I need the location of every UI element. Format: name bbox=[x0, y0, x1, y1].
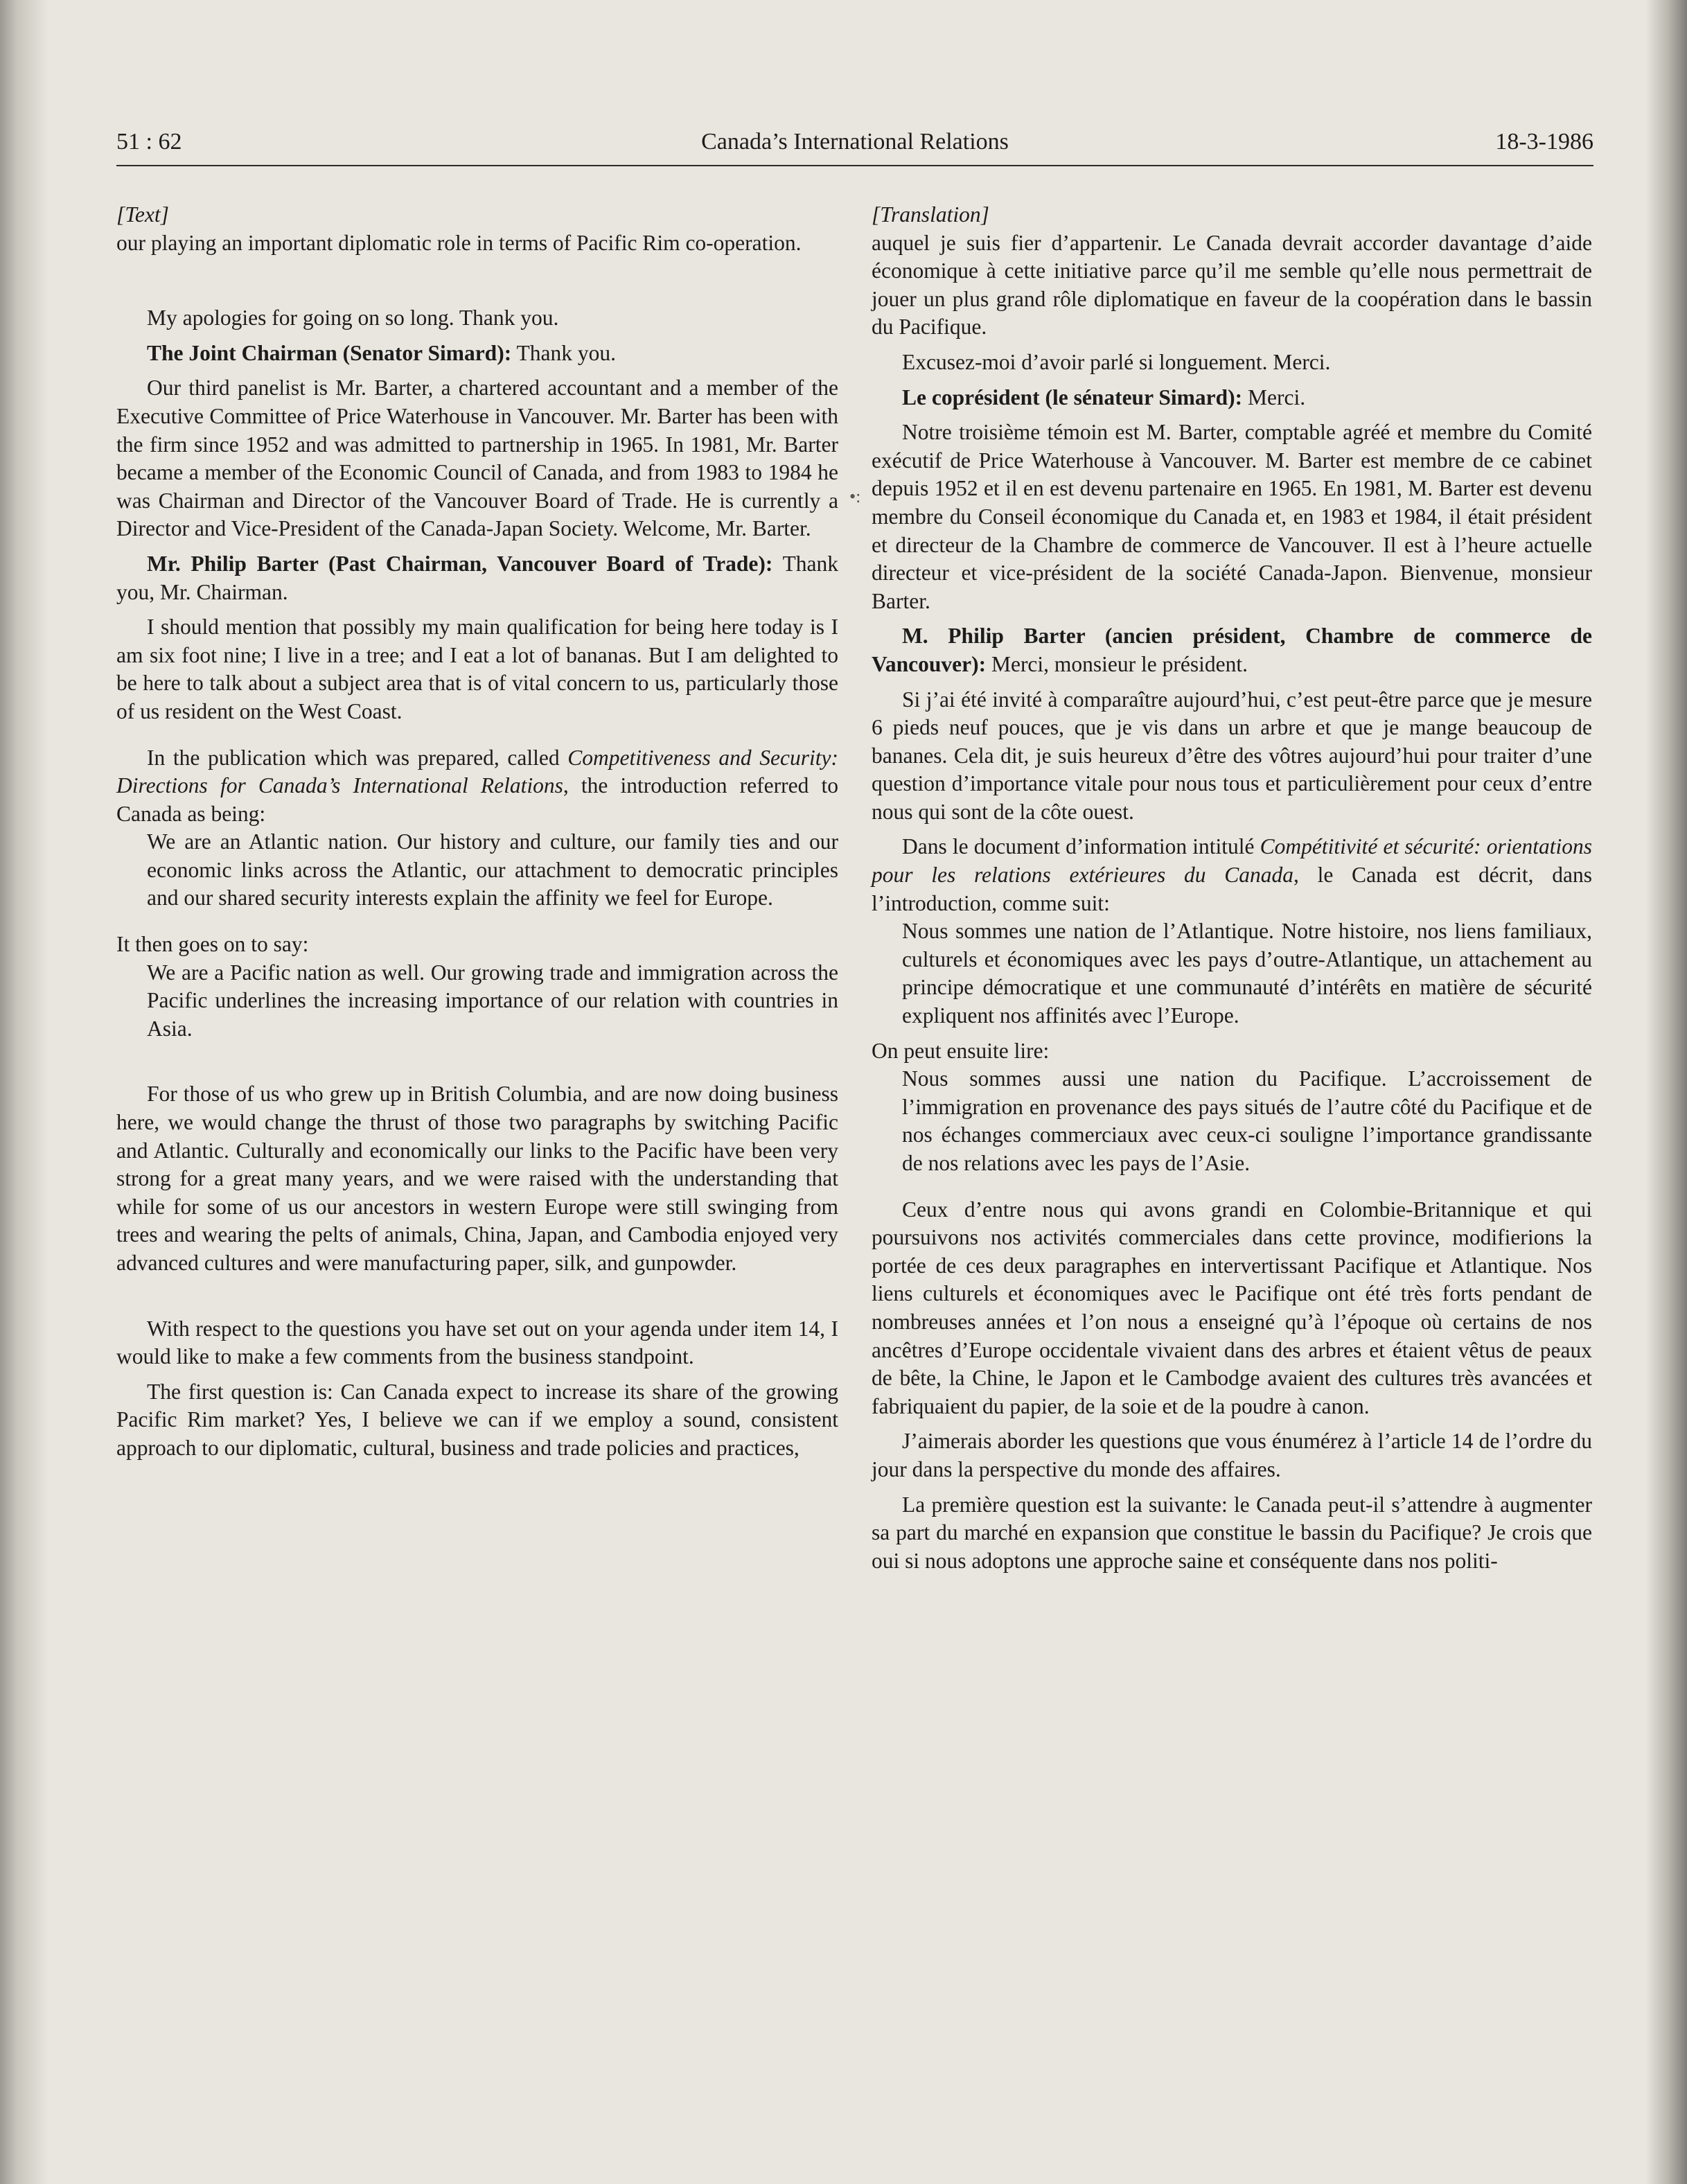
speaker-text: Thank you. bbox=[511, 340, 616, 365]
block-quote: Nous sommes aussi une nation du Pacifique. L’accroissement de l’immigration en provenance des pays situés de l’autre côté du Pacifique et de nos échanges commerciaux avec ceux-ci souligne l’importance grandissante de nos relations avec les pays de l’Asie. bbox=[902, 1066, 1592, 1175]
paragraph: It then goes on to say: bbox=[116, 932, 309, 957]
paragraph: J’aimerais aborder les questions que vous énumérez à l’article 14 de l’ordre du jour dans la perspective du monde des affaires. bbox=[872, 1429, 1592, 1481]
speaker-paragraph bbox=[116, 550, 838, 606]
paragraph bbox=[116, 744, 838, 829]
paragraph: Notre troisième témoin est M. Barter, comptable agréé et membre du Comité exécutif de Price Waterhouse à Vancouver. M. Barter est membre de ce cabinet depuis 1952 et il en est devenu partenaire en 1965. En 1981, M. Barter est devenu membre du Conseil économique du Canada et, en 1983 et 1984, il était président et directeur de la Chambre de commerce de Vancouver. Il est à l’heure actuelle directeur et vice-président de la société Canada-Japon. Bienvenue, monsieur Barter. bbox=[872, 420, 1592, 613]
speaker-name: M. Philip Barter (ancien président, Chambre de commerce de Vancouver): bbox=[872, 624, 1592, 676]
document-title: Competitiveness and Security: Directions for Canada’s International Relations bbox=[116, 745, 839, 798]
speaker-name: Le coprésident (le sénateur Simard): bbox=[902, 385, 1243, 410]
book-spine-shadow bbox=[0, 0, 48, 2184]
block-quote: Nous sommes une nation de l’Atlantique. Notre histoire, nos liens familiaux, culturels et économiques avec les pays d’outre-Atlantique, un attachement au principe démocratique et une communauté d’intérêts en matière de sécurité expliquent nos affinités avec l’Europe. bbox=[902, 919, 1592, 1028]
speaker-paragraph bbox=[872, 622, 1592, 678]
paragraph: The first question is: Can Canada expect to increase its share of the growing Pacific Rim market? Yes, I believe we can if we employ a sound, consistent approach to our diplomatic, cultural, business and trade policies and practices, bbox=[116, 1379, 838, 1460]
paragraph: Excusez-moi d’avoir parlé si longuement. Merci. bbox=[902, 349, 1331, 374]
paragraph: La première question est la suivante: le Canada peut-il s’attendre à augmenter sa part du marché en expansion que constitue le bassin du Pacifique? Je crois que oui si nous adoptons une approche saine et conséquente dans nos politi- bbox=[872, 1492, 1592, 1573]
column-label: [Translation] bbox=[872, 202, 989, 227]
speaker-name: The Joint Chairman (Senator Simard): bbox=[147, 340, 512, 365]
page-number: 51 : 62 bbox=[116, 129, 182, 155]
speaker-text: Merci. bbox=[1242, 385, 1306, 410]
column-label-text: Translation bbox=[880, 202, 981, 227]
text-run: In the publication which was prepared, called bbox=[147, 745, 568, 770]
page-header bbox=[116, 129, 1593, 165]
speaker-text: Merci, monsieur le président. bbox=[986, 651, 1248, 676]
block-quote: We are an Atlantic nation. Our history and culture, our family ties and our economic links across the Atlantic, our attachment to democratic principles and our shared security interests explain the affinity we feel for Europe. bbox=[147, 829, 838, 910]
paragraph: For those of us who grew up in British Columbia, and are now doing business here, we would change the thrust of those two paragraphs by switching Pacific and Atlantic. Culturally and economically our links to the Pacific have been very strong for a great many years, and we were raised with the understanding that while for some of us our ancestors in western Europe were still swinging from trees and wearing the pelts of animals, China, Japan, and Cambodia enjoyed very advanced cultures and were manufacturing paper, silk, and gunpowder. bbox=[116, 1082, 838, 1275]
column-label-text: Text bbox=[125, 202, 161, 227]
speaker-text: Thank you, Mr. Chairman. bbox=[116, 551, 839, 604]
page-date: 18-3-1986 bbox=[1495, 129, 1593, 155]
page-edge-shadow bbox=[1645, 0, 1687, 2184]
paragraph: My apologies for going on so long. Thank you. bbox=[147, 306, 559, 331]
paragraph: I should mention that possibly my main qualification for being here today is I am six foot nine; I live in a tree; and I eat a lot of bananas. But I am delighted to be here to talk about a subject area that is of vital concern to us, particularly those of us resident on the West Coast. bbox=[116, 615, 838, 723]
header-rule bbox=[116, 165, 1593, 166]
english-column bbox=[116, 201, 838, 1463]
paragraph: Si j’ai été invité à comparaître aujourd’hui, c’est peut-être parce que je mesure 6 pieds neuf pouces, que je vis dans un arbre et que je mange beaucoup de bananes. Cela dit, je suis heureux d’être des vôtres aujourd’hui pour traiter d’une question d’importance vitale pour nous tous et particulièrement pour ceux d’entre nous qui sont de la côte ouest. bbox=[872, 687, 1592, 824]
speaker-paragraph bbox=[116, 340, 838, 368]
text-run: , le Canada est décrit, dans l’introduction, comme suit: bbox=[872, 863, 1592, 915]
paragraph: Our third panelist is Mr. Barter, a chartered accountant and a member of the Executive Committee of Price Waterhouse in Vancouver. Mr. Barter has been with the firm since 1952 and was admitted to partnership in 1965. In 1981, Mr. Barter became a member of the Economic Council of Canada, and from 1983 to 1984 he was Chairman and Director of the Vancouver Board of Trade. He is currently a Director and Vice-President of the Canada-Japan Society. Welcome, Mr. Barter. bbox=[116, 376, 838, 541]
block-quote: We are a Pacific nation as well. Our growing trade and immigration across the Pacific underlines the increasing importance of our relation with countries in Asia. bbox=[147, 960, 838, 1041]
text-run: , the introduction referred to Canada as being: bbox=[116, 773, 838, 826]
publication-title: Canada’s International Relations bbox=[701, 129, 1009, 155]
paragraph: Ceux d’entre nous qui avons grandi en Colombie-Britannique et qui poursuivons nos activités commerciales dans cette province, modifierions la portée de ces deux paragraphes en intervertissant Pacifique et Atlantique. Nos liens culturels et économiques avec le Pacifique ont été très forts pendant de nombreuses années et l’on nous a enseigné qu’à l’époque où certains de nos ancêtres d’Europe occidentale vivaient dans des arbres et étaient vêtus de peaux de bête, la Chine, le Japon et le Cambodge avaient des cultures très avancées et fabriquaient du papier, de la soie et de la poudre à canon. bbox=[872, 1197, 1592, 1418]
margin-mark: •: bbox=[849, 486, 861, 507]
text-run: Dans le document d’information intitulé bbox=[902, 834, 1260, 859]
paragraph: auquel je suis fier d’appartenir. Le Canada devrait accorder davantage d’aide économique à cette initiative parce qu’il me semble qu’elle nous permettrait de jouer un plus grand rôle diplomatique en faveur de la coopération dans le bassin du Pacifique. bbox=[872, 230, 1592, 340]
speaker-paragraph bbox=[872, 384, 1592, 412]
french-column bbox=[872, 201, 1592, 1575]
column-label: [Text] bbox=[116, 202, 169, 227]
paragraph: our playing an important diplomatic role in terms of Pacific Rim co-operation. bbox=[116, 230, 802, 255]
paragraph: On peut ensuite lire: bbox=[872, 1038, 1050, 1063]
paragraph: With respect to the questions you have set out on your agenda under item 14, I would like to make a few comments from the business standpoint. bbox=[116, 1316, 838, 1369]
speaker-name: Mr. Philip Barter (Past Chairman, Vancouver Board of Trade): bbox=[147, 551, 773, 576]
paragraph bbox=[872, 833, 1592, 917]
document-title: Compétitivité et sécurité: orientations pour les relations extérieures du Canada bbox=[872, 834, 1592, 888]
